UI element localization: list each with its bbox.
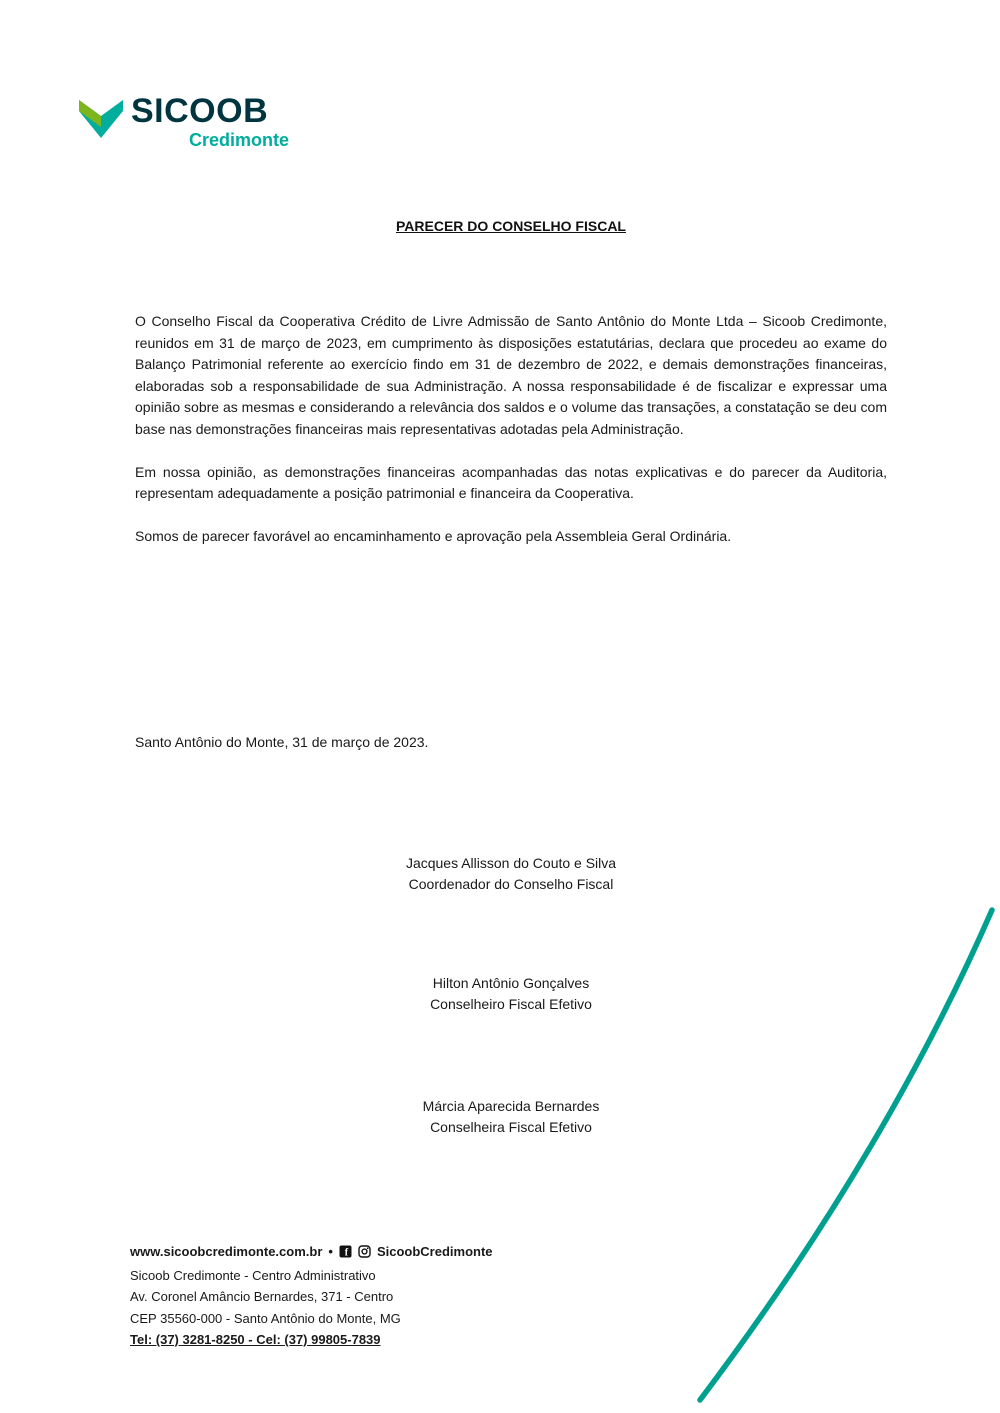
footer-phone-line: Tel: (37) 3281-8250 - Cel: (37) 99805-7839	[130, 1332, 381, 1347]
social-handle: SicoobCredimonte	[376, 1244, 493, 1259]
paragraph-3: Somos de parecer favorável ao encaminhamento e aprovação pela Assembleia Geral Ordinária.	[135, 528, 732, 544]
signature-name: Jacques Allisson do Couto e Silva	[405, 855, 617, 871]
footer-address-line-3: CEP 35560-000 - Santo Antônio do Monte, MG	[130, 1310, 401, 1326]
instagram-icon	[358, 1245, 371, 1258]
brand-name: SICOOB	[131, 92, 269, 130]
signature-name: Hilton Antônio Gonçalves	[432, 975, 590, 991]
svg-text:f: f	[344, 1247, 349, 1259]
footer-address-line-2: Av. Coronel Amâncio Bernardes, 371 - Centro	[130, 1289, 394, 1304]
signature-block-2	[135, 973, 887, 1015]
footer	[130, 1241, 493, 1351]
signature-block-1	[135, 853, 887, 895]
signature-role: Conselheiro Fiscal Efetivo	[430, 996, 592, 1012]
logo-text	[131, 94, 289, 150]
facebook-icon	[339, 1245, 352, 1258]
signature-name: Márcia Aparecida Bernardes	[422, 1098, 600, 1114]
document-body	[135, 311, 887, 569]
signature-block-3	[135, 1096, 887, 1138]
sicoob-logo	[78, 94, 289, 150]
bullet-separator: •	[328, 1244, 333, 1259]
signature-role: Coordenador do Conselho Fiscal	[408, 876, 614, 892]
dateline: Santo Antônio do Monte, 31 de março de 2023.	[135, 734, 429, 750]
paragraph-1: O Conselho Fiscal da Cooperativa Crédito de Livre Admissão de Santo Antônio do Monte Ltda – Sicoob Credimonte, reunidos em 31 de março de 2023, em cumprimento às disposições estatutárias, declara que procedeu ao exame do Balanço Patrimonial referente ao exercício findo em 31 de dezembro de 2022, e demais demonstrações financeiras, elaboradas sob a responsabilidade de sua Administração. A nossa responsabilidade é de fiscalizar e expressar uma opinião sobre as mesmas e considerando a relevância dos saldos e o volume das transações, a constatação se deu com base nas demonstrações financeiras mais representativas adotadas pela Administração.	[135, 313, 887, 437]
website-text: www.sicoobcredimonte.com.br	[130, 1244, 323, 1259]
paragraph-2: Em nossa opinião, as demonstrações financeiras acompanhadas das notas explicativas e do parecer da Auditoria, representam adequadamente a posição patrimonial e financeira da Cooperativa.	[135, 463, 887, 501]
sub-brand-name: Credimonte	[189, 129, 290, 150]
sicoob-chevron-icon	[78, 99, 124, 144]
signature-role: Conselheira Fiscal Efetivo	[430, 1119, 592, 1135]
document-title: PARECER DO CONSELHO FISCAL	[396, 218, 626, 234]
footer-address-line-1: Sicoob Credimonte - Centro Administrativo	[130, 1267, 376, 1283]
footer-contact-line	[130, 1241, 493, 1263]
